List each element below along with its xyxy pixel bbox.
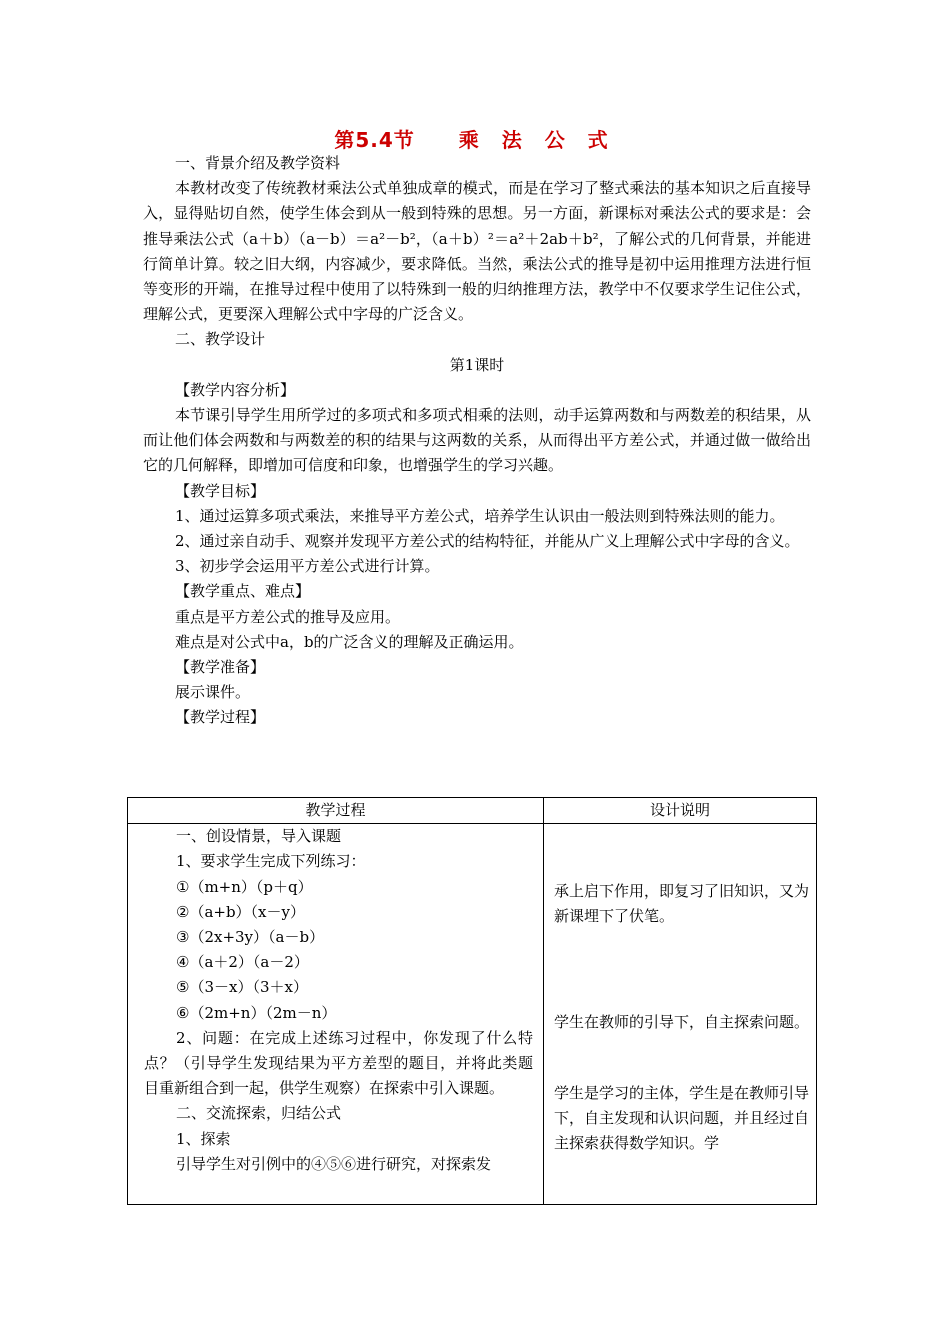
goal-item: 1、通过运算多项式乘法，来推导平方差公式，培养学生认识由一般法则到特殊法则的能力。	[175, 506, 785, 525]
exercise-item: ④（a＋2）（a－2）	[176, 953, 309, 972]
design-note: 学生在教师的引导下，自主探索问题。	[554, 1012, 810, 1031]
key-points-heading: 【教学重点、难点】	[175, 582, 311, 601]
exercise-item: ③（2x+3y）（a－b）	[176, 928, 325, 947]
process-text: 1、要求学生完成下列练习：	[176, 852, 366, 871]
section-2-heading: 二、教学设计	[175, 330, 266, 349]
process-text: 引导学生对引例中的④⑤⑥进行研究，对探索发	[176, 1154, 492, 1173]
process-step-heading: 一、创设情景，导入课题	[176, 827, 342, 846]
section-1-paragraph: 本教材改变了传统教材乘法公式单独成章的模式，而是在学习了整式乘法的基本知识之后直接导入，显得贴切自然，使学生体会到从一般到特殊的思想。另一方面，新课标对乘法公式的要求是：会推导乘法公式（a＋b）（a－b）＝a²－b²，（a＋b）²＝a²＋2ab＋b²，了解公式的几何背景，并能进行简单计算。较之旧大纲，内容减少，要求降低。当然，乘法公式的推导是初中运用推理方法进行恒等变形的开端，在推导过程中使用了以特殊到一般的归纳推理方法，教学中不仅要求学生记住公式，理解公式，更要深入理解公式中字母的广泛含义。	[143, 179, 811, 324]
table-header-row	[128, 798, 817, 824]
process-cell	[128, 824, 544, 1205]
process-heading: 【教学过程】	[175, 708, 266, 727]
design-note: 学生是学习的主体，学生是在教师引导下，自主发现和认识问题，并且经过自主探索获得数学知识。学	[554, 1083, 810, 1153]
notes-cell	[544, 824, 817, 1205]
section-number: 第5.4节	[334, 128, 415, 152]
exercise-item: ①（m+n）（p＋q）	[176, 877, 313, 896]
section-1-heading: 一、背景介绍及教学资料	[175, 154, 341, 172]
preparation-text: 展示课件。	[175, 683, 251, 702]
preparation-heading: 【教学准备】	[175, 658, 266, 677]
design-note: 承上启下作用，即复习了旧知识，又为新课埋下了伏笔。	[554, 882, 810, 926]
goal-item: 3、初步学会运用平方差公式进行计算。	[175, 557, 440, 576]
table-row	[128, 824, 817, 1205]
section-name: 乘 法 公 式	[458, 128, 616, 152]
key-point: 重点是平方差公式的推导及应用。	[175, 607, 401, 626]
exercise-item: ⑤（3－x）（3＋x）	[176, 978, 308, 997]
document-body	[143, 151, 811, 731]
exercise-item: ②（a+b）（x－y）	[176, 902, 305, 921]
content-analysis-heading: 【教学内容分析】	[175, 380, 296, 399]
goals-heading: 【教学目标】	[175, 481, 266, 500]
lesson-label: 第1课时	[449, 355, 505, 374]
table-header-notes: 设计说明	[544, 798, 817, 824]
process-text: 1、探索	[176, 1129, 231, 1148]
goal-item: 2、通过亲自动手、观察并发现平方差公式的结构特征，并能从广义上理解公式中字母的含义。	[175, 532, 800, 551]
process-text: 2、问题：在完成上述练习过程中，你发现了什么特点？（引导学生发现结果为平方差型的题目，并将此类题目重新组合到一起，供学生观察）在探索中引入课题。	[144, 1028, 533, 1098]
page-title	[0, 124, 950, 153]
teaching-process-table	[127, 797, 817, 1205]
process-step-heading: 二、交流探索，归结公式	[176, 1104, 342, 1123]
table-header-process: 教学过程	[128, 798, 544, 824]
content-analysis-paragraph: 本节课引导学生用所学过的多项式和多项式相乘的法则，动手运算两数和与两数差的积结果，从而让他们体会两数和与两数差的积的结果与这两数的关系，从而得出平方差公式，并通过做一做给出它的几何解释，即增加可信度和印象，也增强学生的学习兴趣。	[143, 406, 811, 475]
exercise-item: ⑥（2m+n）（2m－n）	[176, 1003, 337, 1022]
difficult-point: 难点是对公式中a，b的广泛含义的理解及正确运用。	[175, 632, 524, 651]
